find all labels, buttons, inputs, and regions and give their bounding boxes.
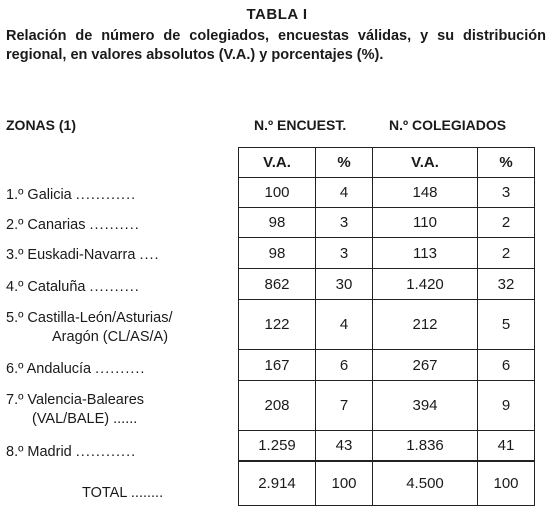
zone-label-valencia	[6, 391, 234, 429]
total-row	[239, 461, 535, 506]
zone-label-castilla	[6, 309, 234, 347]
col-va-cell: 1.836	[373, 431, 478, 461]
pct-header-encuest: %	[316, 148, 373, 178]
zone-label-cataluna	[6, 278, 234, 297]
enc-pct-cell: 30	[316, 269, 373, 300]
data-table	[238, 147, 535, 506]
enc-va-cell: 100	[239, 178, 316, 208]
colegiados-header: N.º COLEGIADOS	[389, 117, 507, 133]
zone-name: 6.º Andalucía	[6, 361, 92, 377]
leader-dots: ..........	[95, 361, 146, 377]
col-va-cell: 110	[373, 208, 478, 238]
pct-header-coleg: %	[478, 148, 535, 178]
total-label: TOTAL ........	[82, 485, 164, 501]
header-row	[239, 148, 535, 178]
enc-pct-cell: 7	[316, 381, 373, 431]
col-va-cell: 212	[373, 300, 478, 350]
enc-pct-cell: 3	[316, 238, 373, 269]
enc-pct-cell: 43	[316, 431, 373, 461]
zonas-header: ZONAS (1)	[6, 117, 76, 133]
total-enc-pct-cell: 100	[316, 461, 373, 506]
leader-dots: ..........	[89, 217, 140, 233]
table-row	[239, 238, 535, 269]
total-col-pct-cell: 100	[478, 461, 535, 506]
table-caption: Relación de número de colegiados, encuestas válidas, y su distribución regional, en valores absolutos (V.A.) y porcentajes (%).	[6, 28, 546, 63]
col-pct-cell: 32	[478, 269, 535, 300]
va-header-encuest: V.A.	[239, 148, 316, 178]
zone-label-madrid	[6, 443, 234, 462]
zone-name: 1.º Galicia	[6, 187, 72, 203]
zone-name: 4.º Cataluña	[6, 279, 86, 295]
table-title: TABLA I	[246, 6, 308, 23]
leader-dots: ....	[139, 247, 160, 263]
total-enc-va-cell: 2.914	[239, 461, 316, 506]
table-row	[239, 431, 535, 461]
col-pct-cell: 6	[478, 350, 535, 381]
va-header-coleg: V.A.	[373, 148, 478, 178]
table-row	[239, 178, 535, 208]
col-va-cell: 1.420	[373, 269, 478, 300]
leader-dots: ............	[75, 187, 137, 203]
enc-pct-cell: 3	[316, 208, 373, 238]
enc-pct-cell: 6	[316, 350, 373, 381]
enc-va-cell: 208	[239, 381, 316, 431]
col-pct-cell: 3	[478, 178, 535, 208]
zone-name: 5.º Castilla-León/Asturias/	[6, 310, 173, 326]
zone-name: 8.º Madrid	[6, 444, 72, 460]
col-pct-cell: 2	[478, 238, 535, 269]
enc-va-cell: 167	[239, 350, 316, 381]
table-row	[239, 300, 535, 350]
zone-label-galicia	[6, 186, 234, 205]
table-row	[239, 350, 535, 381]
zone-name-line2: Aragón (CL/AS/A)	[52, 329, 169, 345]
table-row	[239, 269, 535, 300]
leader-dots: ..........	[89, 279, 140, 295]
col-pct-cell: 9	[478, 381, 535, 431]
col-va-cell: 113	[373, 238, 478, 269]
enc-va-cell: 862	[239, 269, 316, 300]
zone-name: 3.º Euskadi-Navarra	[6, 247, 136, 263]
zone-name-line2: (VAL/BALE) ......	[32, 411, 138, 427]
enc-pct-cell: 4	[316, 178, 373, 208]
col-pct-cell: 5	[478, 300, 535, 350]
enc-va-cell: 1.259	[239, 431, 316, 461]
zone-name: 2.º Canarias	[6, 217, 86, 233]
col-va-cell: 267	[373, 350, 478, 381]
zone-label-andalucia	[6, 360, 234, 379]
table-row	[239, 381, 535, 431]
zone-label-euskadi	[6, 246, 234, 265]
total-col-va-cell: 4.500	[373, 461, 478, 506]
enc-va-cell: 98	[239, 238, 316, 269]
zone-label-canarias	[6, 216, 234, 235]
enc-pct-cell: 4	[316, 300, 373, 350]
table-row	[239, 208, 535, 238]
col-pct-cell: 2	[478, 208, 535, 238]
enc-va-cell: 98	[239, 208, 316, 238]
col-pct-cell: 41	[478, 431, 535, 461]
leader-dots: ............	[75, 444, 137, 460]
enc-va-cell: 122	[239, 300, 316, 350]
zone-name: 7.º Valencia-Baleares	[6, 392, 145, 408]
col-va-cell: 394	[373, 381, 478, 431]
col-va-cell: 148	[373, 178, 478, 208]
encuestas-header: N.º ENCUEST.	[254, 117, 347, 133]
